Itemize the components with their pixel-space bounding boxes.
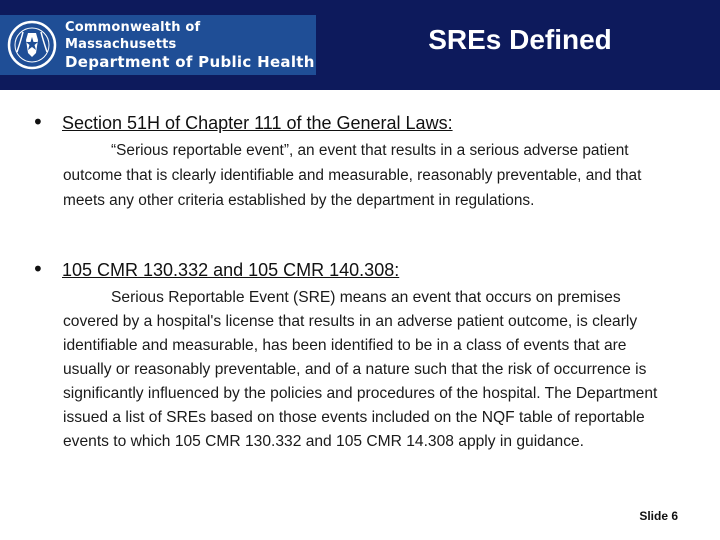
dph-logo bbox=[0, 15, 316, 75]
slide-header bbox=[0, 0, 720, 90]
section-definition-text: Serious Reportable Event (SRE) means an event that occurs on premises covered by a hospital's license that results in an adverse patient outcome, is clearly identifiable and measurable, has been identified to be in a class of events that are usually or reasonably preventable, and of a nature such that the risk of occurrence is significantly influenced by the policies and procedures of the hospital. The Department issued a list of SREs based on those events included on the NQF table of reportable events to which 105 CMR 130.332 and 105 CMR 14.308 apply in guidance. bbox=[63, 289, 658, 450]
slide-number: Slide 6 bbox=[639, 509, 678, 523]
section-statute bbox=[32, 110, 692, 213]
section-regulation bbox=[32, 257, 692, 454]
section-heading: Section 51H of Chapter 111 of the General Laws: bbox=[62, 113, 453, 133]
logo-line-department: Department of Public Health bbox=[65, 52, 315, 71]
slide-title: SREs Defined bbox=[428, 24, 612, 55]
bullet-marker: • bbox=[32, 110, 44, 134]
section-definition-text: “Serious reportable event”, an event that results in a serious adverse patient outcome that is clearly identifiable and measurable, reasonably preventable, and that meets any other criteria established by the department in regulations. bbox=[63, 142, 642, 209]
logo-line-commonwealth: Commonwealth of Massachusetts bbox=[65, 19, 201, 52]
section-heading: 105 CMR 130.332 and 105 CMR 140.308: bbox=[62, 260, 400, 280]
state-seal-icon bbox=[7, 20, 57, 70]
bullet-marker: • bbox=[32, 257, 44, 281]
